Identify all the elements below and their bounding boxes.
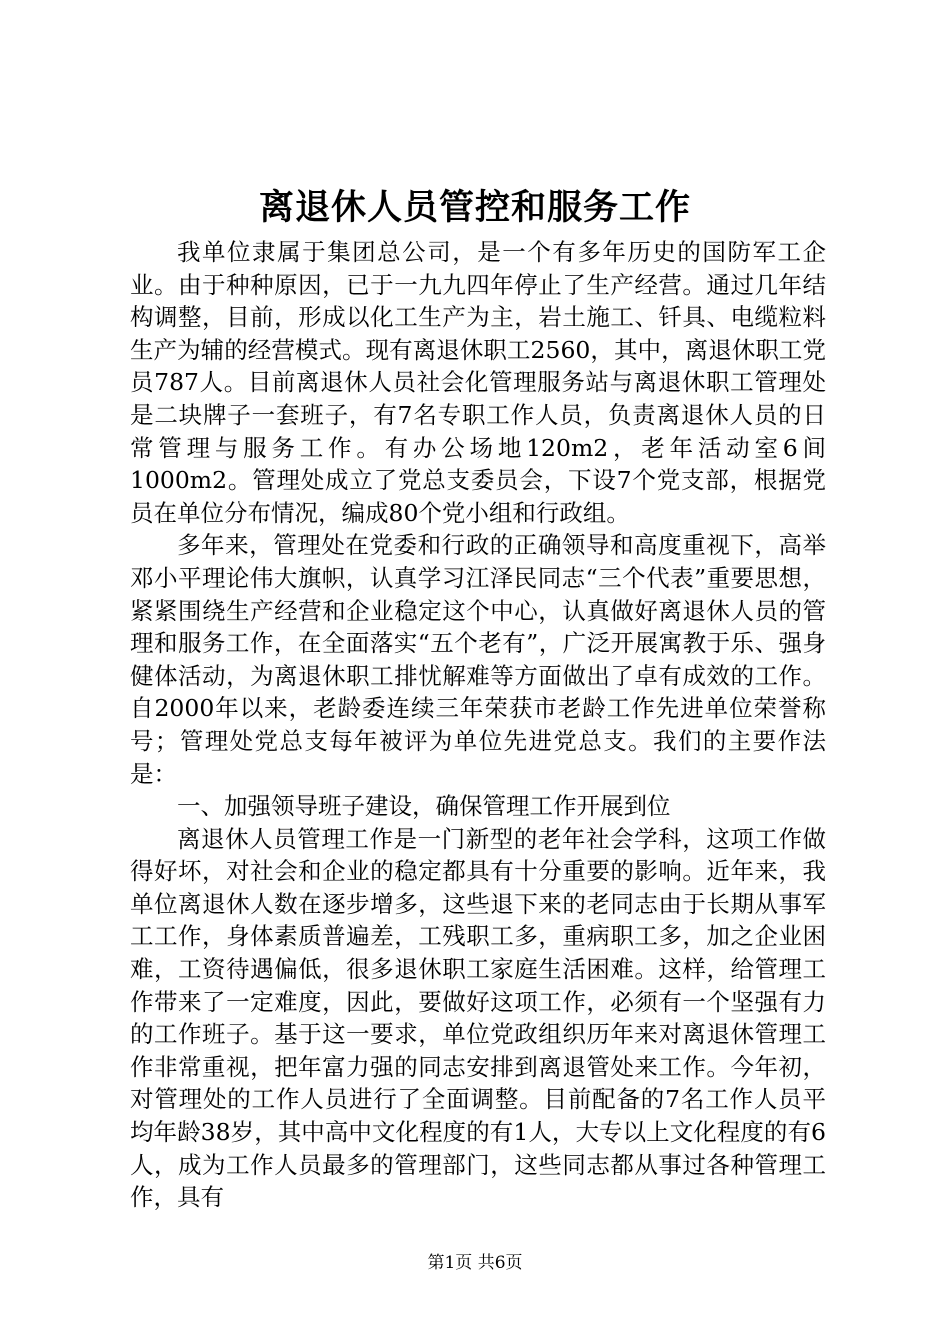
paragraph: 离退休人员管理工作是一门新型的老年社会学科，这项工作做得好坏，对社会和企业的稳定都具有十分重要的影响。近年来，我单位离退休人数在逐步增多，这些退下来的老同志由于长期从事军工工作，身体素质普遍差，工残职工多，重病职工多，加之企业困难，工资待遇偏低，很多退休职工家庭生活困难。这样，给管理工作带来了一定难度，因此，要做好这项工作，必须有一个坚强有力的工作班子。基于这一要求，单位党政组织历年来对离退休管理工作非常重视，把年富力强的同志安排到离退管处来工作。今年初，对管理处的工作人员进行了全面调整。目前配备的7名工作人员平均年龄38岁，其中高中文化程度的有1人，大专以上文化程度的有6人，成为工作人员最多的管理部门，这些同志都从事过各种管理工作，具有 (130, 824, 826, 1212)
page-number-footer: 第1页 共6页 (427, 1253, 523, 1273)
document-title: 离退休人员管控和服务工作 (258, 187, 691, 228)
section-heading: 一、加强领导班子建设，确保管理工作开展到位 (177, 792, 671, 821)
paragraph: 我单位隶属于集团总公司，是一个有多年历史的国防军工企业。由于种种原因，已于一九九四年停止了生产经营。通过几年结构调整，目前，形成以化工生产为主，岩土施工、钎具、电缆粒料生产为辅的经营模式。现有离退休职工2560，其中，离退休职工党员787人。目前离退休人员社会化管理服务站与离退休职工管理处是二块牌子一套班子，有7名专职工作人员，负责离退休人员的日常管理与服务工作。有办公场地120m2，老年活动室6间1000m2。管理处成立了党总支委员会，下设7个党支部，根据党员在单位分布情况，编成80个党小组和行政组。 (130, 238, 826, 527)
paragraph: 多年来，管理处在党委和行政的正确领导和高度重视下，高举邓小平理论伟大旗帜，认真学习江泽民同志“三个代表”重要思想，紧紧围绕生产经营和企业稳定这个中心，认真做好离退休人员的管理和服务工作，在全面落实“五个老有”，广泛开展寓教于乐、强身健体活动，为离退休职工排忧解难等方面做出了卓有成效的工作。自2000年以来，老龄委连续三年荣获市老龄工作先进单位荣誉称号；管理处党总支每年被评为单位先进党总支。我们的主要作法是： (130, 531, 826, 788)
document-body (130, 236, 826, 1214)
